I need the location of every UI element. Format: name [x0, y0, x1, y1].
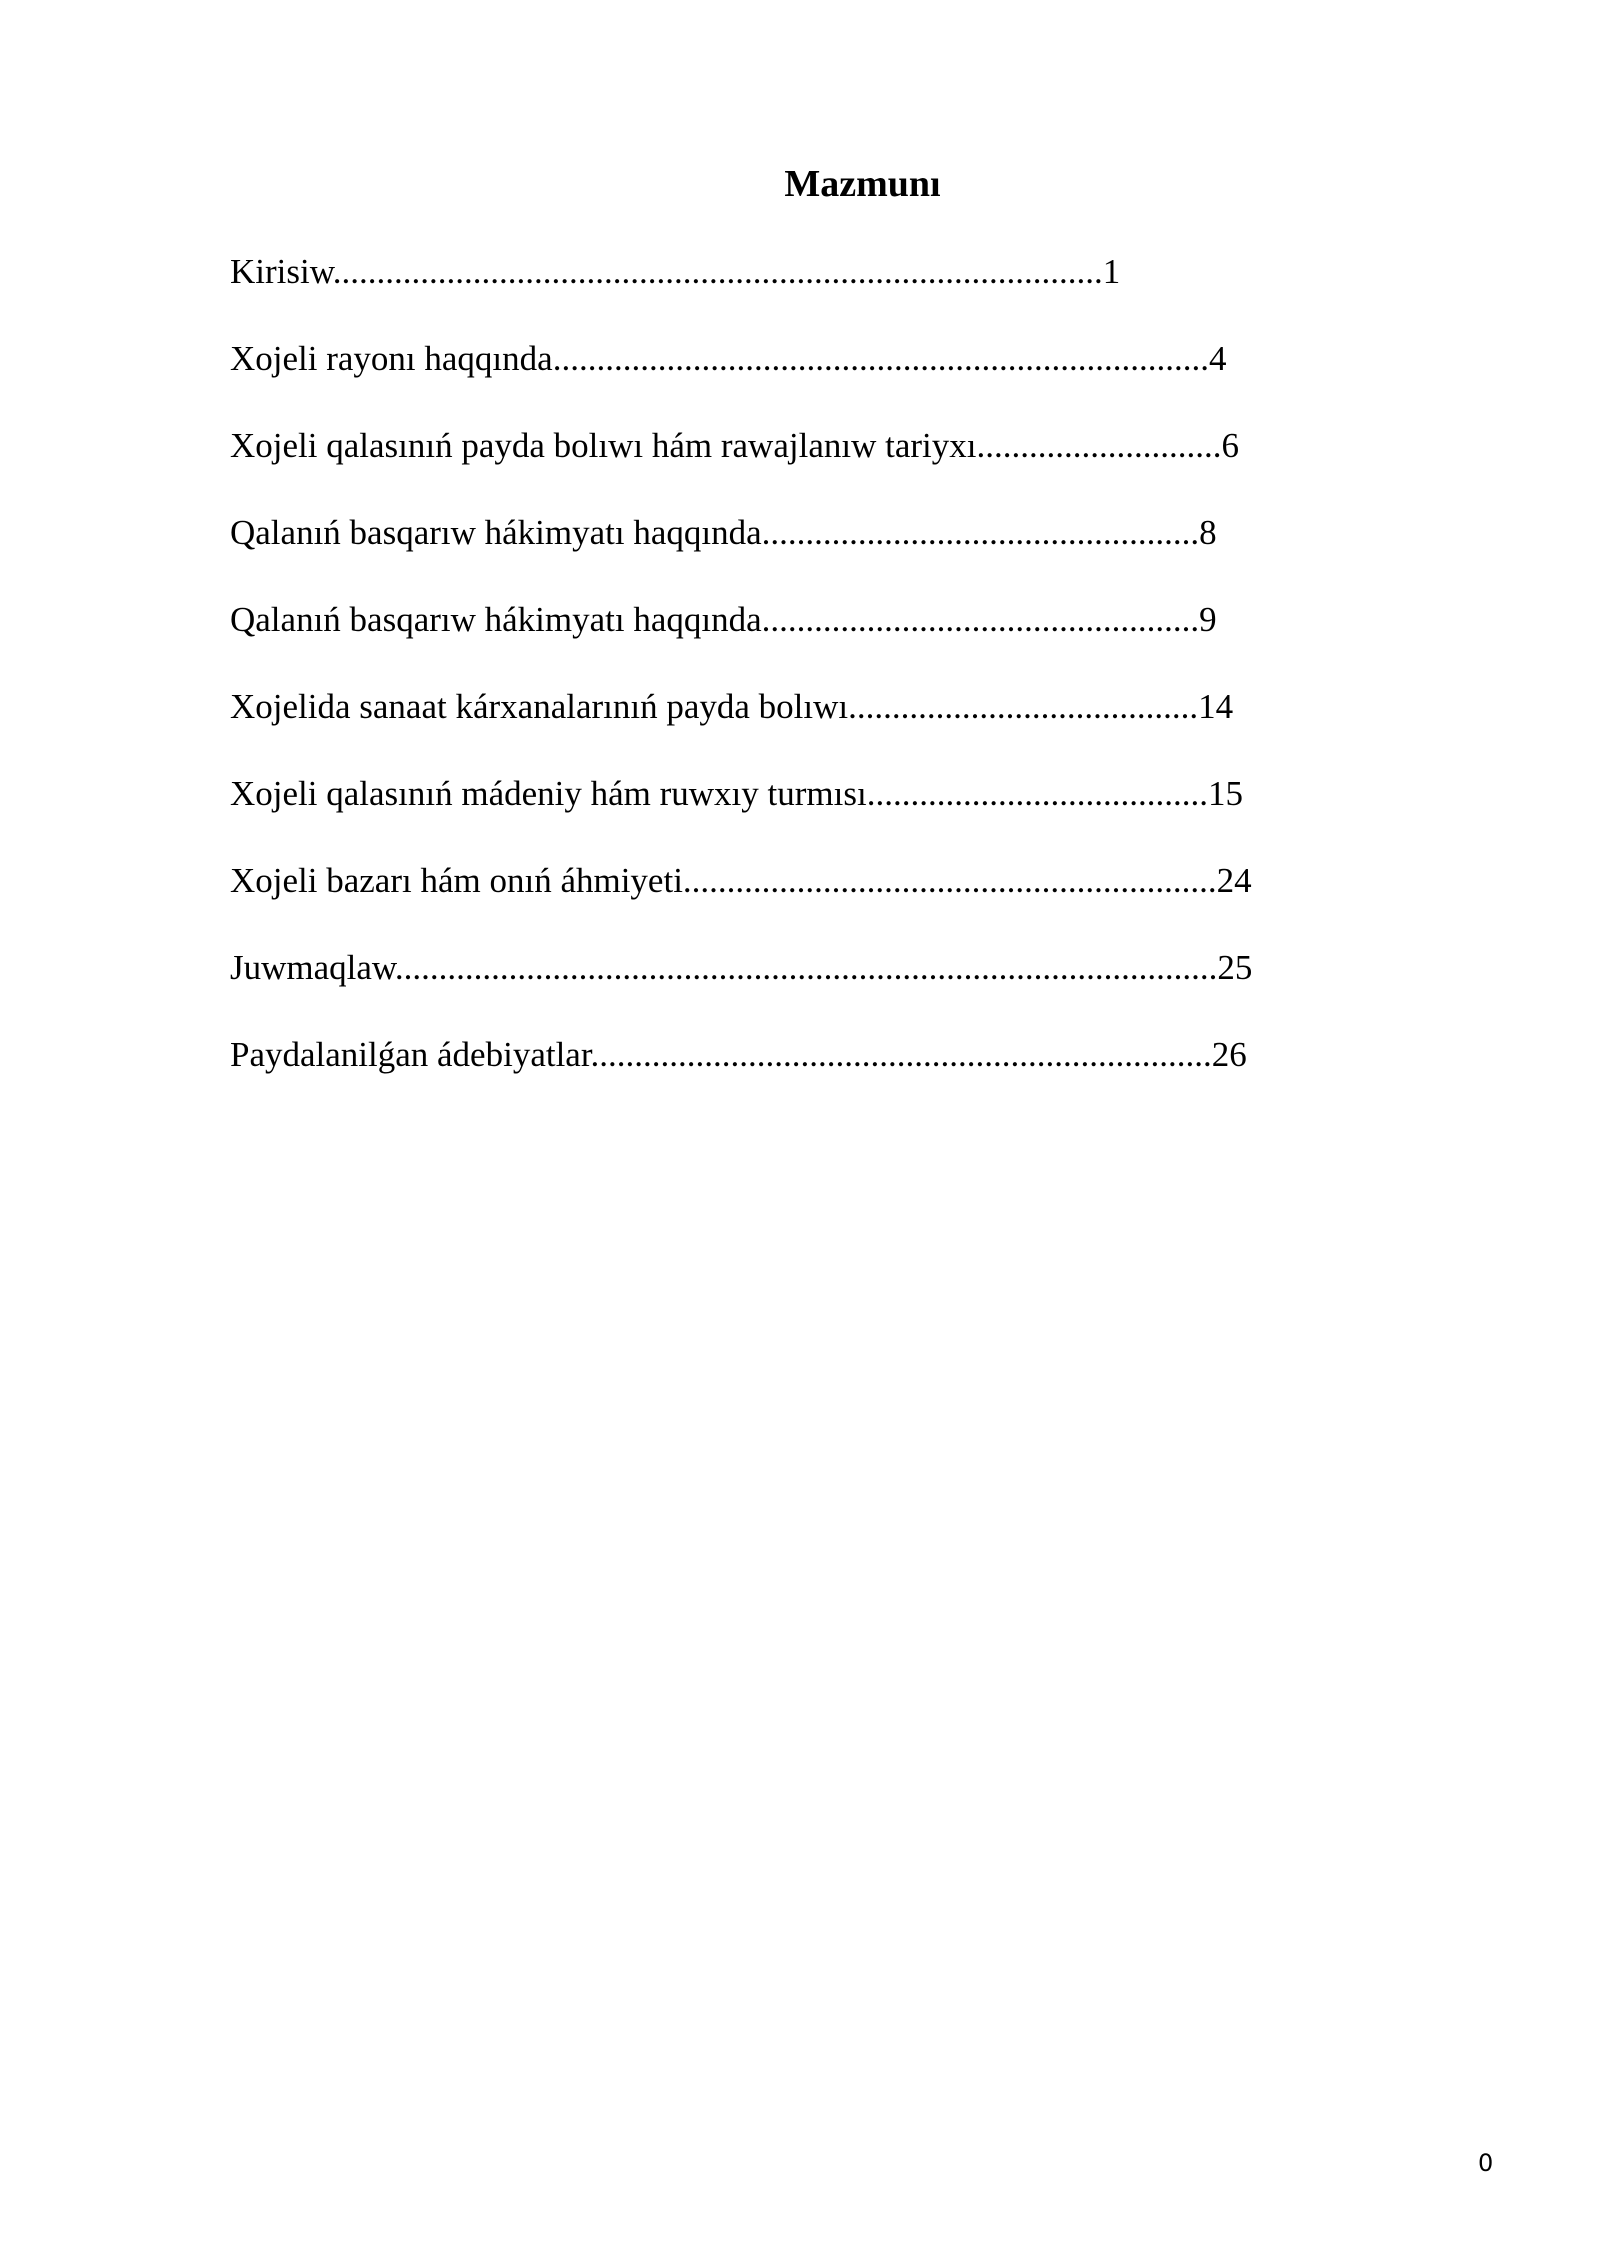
- page-title: Mazmunı: [784, 163, 941, 205]
- page-number: 0: [1478, 2149, 1494, 2177]
- toc-entry-bazar: Xojeli bazarı hám onıń áhmiyeti.............................................................24: [230, 861, 1252, 900]
- toc-entry-kirisiw: Kirisiw........................................................................................1: [230, 252, 1121, 291]
- toc-entry-sanaat: Xojelida sanaat kárxanalarınıń payda bolıwı........................................14: [230, 687, 1234, 726]
- toc-entry-madeniy-turmis: Xojeli qalasınıń mádeniy hám ruwxıy turmısı.......................................15: [230, 774, 1243, 813]
- toc-entry-xojeli-rayoni: Xojeli rayonı haqqında...........................................................................4: [230, 339, 1227, 378]
- toc-entry-juwmaqlaw: Juwmaqlaw..............................................................................................25: [230, 948, 1253, 987]
- toc-entry-adebiyatlar: Paydalanilǵan ádebiyatlar.......................................................................26: [230, 1035, 1247, 1074]
- toc-entry-hakimyat-2: Qalanıń basqarıw hákimyatı haqqında..................................................9: [230, 600, 1217, 639]
- toc-entry-hakimyat-1: Qalanıń basqarıw hákimyatı haqqında..................................................8: [230, 513, 1217, 552]
- toc-entry-qala-tariyxi: Xojeli qalasınıń payda bolıwı hám rawajlanıw tariyxı............................6: [230, 426, 1239, 465]
- table-of-contents: [230, 247, 1252, 1117]
